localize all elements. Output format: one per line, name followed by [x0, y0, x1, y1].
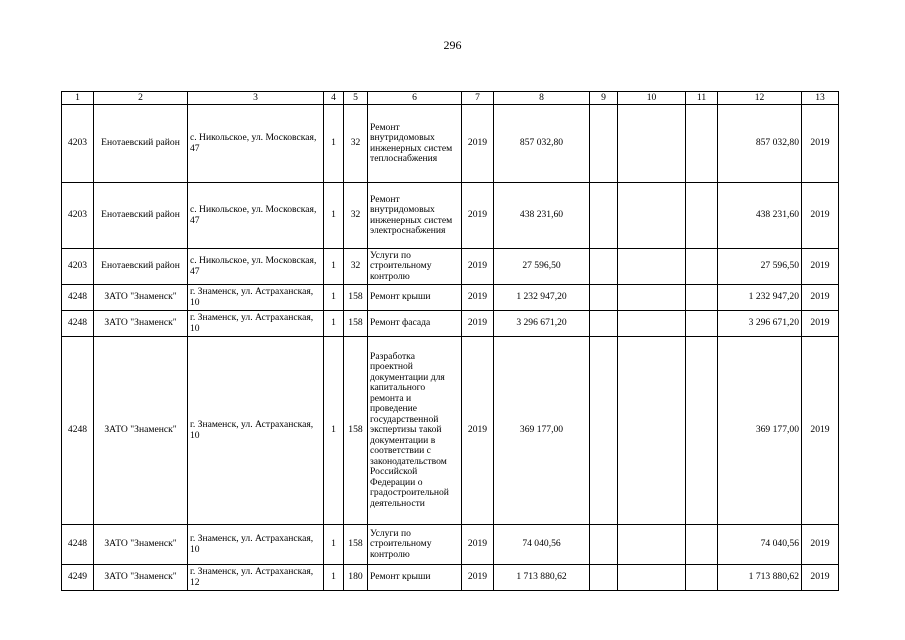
district-cell: ЗАТО "Знаменск" — [94, 337, 188, 525]
column-number: 5 — [344, 92, 368, 105]
page-number: 296 — [443, 38, 462, 52]
col9-cell — [590, 285, 618, 311]
col10-cell — [618, 285, 686, 311]
count-cell: 1 — [324, 249, 344, 285]
house-cell: 32 — [344, 183, 368, 249]
address-cell: г. Знаменск, ул. Астраханская, 10 — [188, 311, 324, 337]
row-id-cell: 4203 — [62, 249, 94, 285]
amount-cell: 74 040,56 — [494, 525, 590, 565]
amount-cell: 857 032,80 — [494, 105, 590, 183]
total-cell: 369 177,00 — [718, 337, 802, 525]
count-cell: 1 — [324, 183, 344, 249]
end-year-cell: 2019 — [802, 249, 839, 285]
end-year-cell: 2019 — [802, 525, 839, 565]
year-cell: 2019 — [462, 311, 494, 337]
column-number: 12 — [718, 92, 802, 105]
column-number: 9 — [590, 92, 618, 105]
year-cell: 2019 — [462, 183, 494, 249]
count-cell: 1 — [324, 311, 344, 337]
total-cell: 1 713 880,62 — [718, 565, 802, 591]
column-number: 7 — [462, 92, 494, 105]
col11-cell — [686, 311, 718, 337]
table-row — [62, 525, 839, 565]
amount-cell: 1 713 880,62 — [494, 565, 590, 591]
work-type-cell: Услуги по строительному контролю — [368, 525, 462, 565]
address-cell: с. Никольское, ул. Московская, 47 — [188, 183, 324, 249]
col11-cell — [686, 249, 718, 285]
col11-cell — [686, 337, 718, 525]
table-row — [62, 285, 839, 311]
column-number: 4 — [324, 92, 344, 105]
work-type-cell: Ремонт внутридомовых инженерных систем электроснабжения — [368, 183, 462, 249]
col10-cell — [618, 565, 686, 591]
col11-cell — [686, 105, 718, 183]
amount-cell: 438 231,60 — [494, 183, 590, 249]
table-row — [62, 311, 839, 337]
district-cell: ЗАТО "Знаменск" — [94, 565, 188, 591]
col11-cell — [686, 183, 718, 249]
amount-cell: 369 177,00 — [494, 337, 590, 525]
total-cell: 438 231,60 — [718, 183, 802, 249]
count-cell: 1 — [324, 525, 344, 565]
district-cell: Енотаевский район — [94, 183, 188, 249]
district-cell: Енотаевский район — [94, 105, 188, 183]
end-year-cell: 2019 — [802, 565, 839, 591]
col10-cell — [618, 249, 686, 285]
work-type-cell: Ремонт фасада — [368, 311, 462, 337]
column-number: 8 — [494, 92, 590, 105]
col10-cell — [618, 105, 686, 183]
col9-cell — [590, 337, 618, 525]
row-id-cell: 4249 — [62, 565, 94, 591]
house-cell: 32 — [344, 249, 368, 285]
row-id-cell: 4248 — [62, 525, 94, 565]
col9-cell — [590, 105, 618, 183]
count-cell: 1 — [324, 337, 344, 525]
amount-cell: 3 296 671,20 — [494, 311, 590, 337]
row-id-cell: 4203 — [62, 183, 94, 249]
column-number: 6 — [368, 92, 462, 105]
col9-cell — [590, 183, 618, 249]
year-cell: 2019 — [462, 105, 494, 183]
end-year-cell: 2019 — [802, 311, 839, 337]
column-number: 3 — [188, 92, 324, 105]
col11-cell — [686, 285, 718, 311]
column-number-row — [62, 92, 839, 105]
year-cell: 2019 — [462, 565, 494, 591]
district-cell: ЗАТО "Знаменск" — [94, 285, 188, 311]
year-cell: 2019 — [462, 525, 494, 565]
end-year-cell: 2019 — [802, 183, 839, 249]
amount-cell: 27 596,50 — [494, 249, 590, 285]
total-cell: 1 232 947,20 — [718, 285, 802, 311]
row-id-cell: 4203 — [62, 105, 94, 183]
column-number: 2 — [94, 92, 188, 105]
work-type-cell: Услуги по строительному контролю — [368, 249, 462, 285]
address-cell: г. Знаменск, ул. Астраханская, 10 — [188, 525, 324, 565]
col10-cell — [618, 311, 686, 337]
work-type-cell: Ремонт крыши — [368, 285, 462, 311]
end-year-cell: 2019 — [802, 337, 839, 525]
col10-cell — [618, 183, 686, 249]
house-cell: 158 — [344, 311, 368, 337]
year-cell: 2019 — [462, 249, 494, 285]
col10-cell — [618, 525, 686, 565]
address-cell: с. Никольское, ул. Московская, 47 — [188, 105, 324, 183]
row-id-cell: 4248 — [62, 337, 94, 525]
column-number: 10 — [618, 92, 686, 105]
address-cell: с. Никольское, ул. Московская, 47 — [188, 249, 324, 285]
total-cell: 27 596,50 — [718, 249, 802, 285]
table-row — [62, 249, 839, 285]
house-cell: 32 — [344, 105, 368, 183]
address-cell: г. Знаменск, ул. Астраханская, 10 — [188, 285, 324, 311]
count-cell: 1 — [324, 565, 344, 591]
count-cell: 1 — [324, 285, 344, 311]
col9-cell — [590, 525, 618, 565]
col9-cell — [590, 249, 618, 285]
end-year-cell: 2019 — [802, 105, 839, 183]
district-cell: ЗАТО "Знаменск" — [94, 525, 188, 565]
address-cell: г. Знаменск, ул. Астраханская, 10 — [188, 337, 324, 525]
column-number: 11 — [686, 92, 718, 105]
column-number: 1 — [62, 92, 94, 105]
district-cell: ЗАТО "Знаменск" — [94, 311, 188, 337]
row-id-cell: 4248 — [62, 285, 94, 311]
house-cell: 180 — [344, 565, 368, 591]
district-cell: Енотаевский район — [94, 249, 188, 285]
row-id-cell: 4248 — [62, 311, 94, 337]
count-cell: 1 — [324, 105, 344, 183]
table-row — [62, 337, 839, 525]
table-row — [62, 105, 839, 183]
total-cell: 74 040,56 — [718, 525, 802, 565]
house-cell: 158 — [344, 285, 368, 311]
amount-cell: 1 232 947,20 — [494, 285, 590, 311]
address-cell: г. Знаменск, ул. Астраханская, 12 — [188, 565, 324, 591]
col11-cell — [686, 565, 718, 591]
total-cell: 3 296 671,20 — [718, 311, 802, 337]
works-table — [61, 91, 839, 591]
col11-cell — [686, 525, 718, 565]
table-row — [62, 565, 839, 591]
work-type-cell: Ремонт крыши — [368, 565, 462, 591]
work-type-cell: Разработка проектной документации для капитального ремонта и проведение государственной экспертизы такой документации в соответствии с законодательством Российской Федерации о градостроительной деятельности — [368, 337, 462, 525]
year-cell: 2019 — [462, 337, 494, 525]
work-type-cell: Ремонт внутридомовых инженерных систем теплоснабжения — [368, 105, 462, 183]
col10-cell — [618, 337, 686, 525]
col9-cell — [590, 565, 618, 591]
house-cell: 158 — [344, 337, 368, 525]
total-cell: 857 032,80 — [718, 105, 802, 183]
table-row — [62, 183, 839, 249]
house-cell: 158 — [344, 525, 368, 565]
column-number: 13 — [802, 92, 839, 105]
col9-cell — [590, 311, 618, 337]
year-cell: 2019 — [462, 285, 494, 311]
end-year-cell: 2019 — [802, 285, 839, 311]
